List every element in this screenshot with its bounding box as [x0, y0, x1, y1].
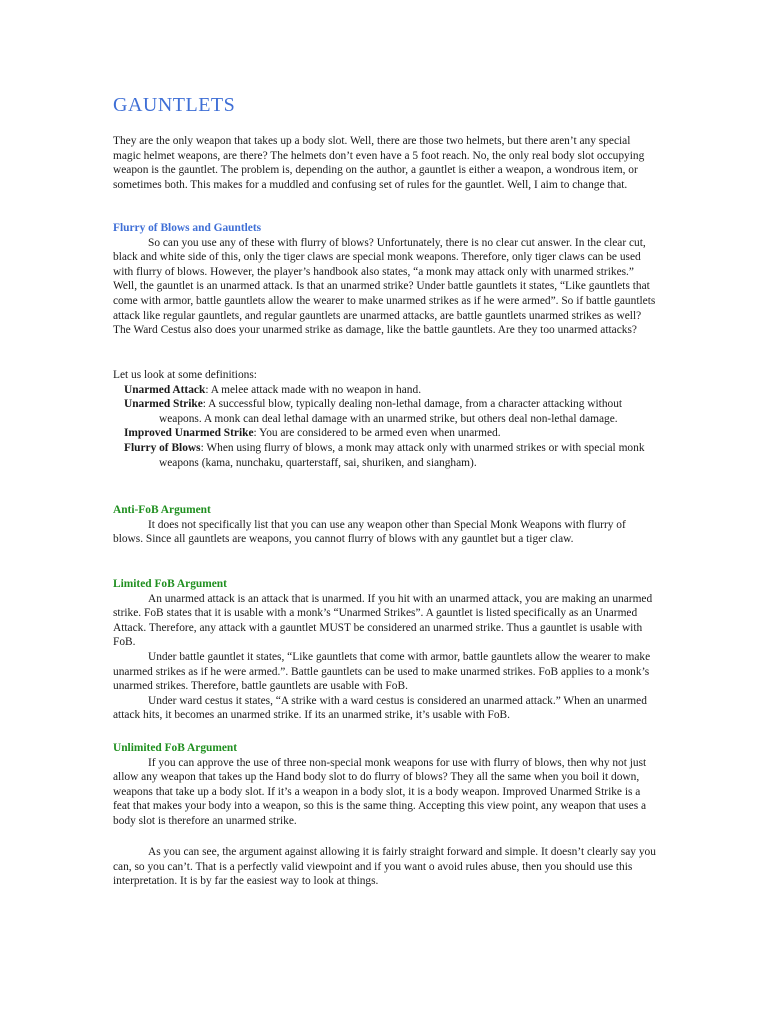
- definition-term: Improved Unarmed Strike: [124, 427, 254, 440]
- limited-fob-paragraph: An unarmed attack is an attack that is unarmed. If you hit with an unarmed attack, you are making an unarmed strike. FoB states that it is usable with a monk’s “Unarmed Strikes”. A gauntlet is listed specifically as an Unarmed Attack. Therefore, any attack with a gauntlet MUST be considered an unarmed strike. Thus a gauntlet is usable with FoB.: [113, 592, 653, 649]
- section-heading-unlimited-fob: Unlimited FoB Argument: [113, 742, 238, 754]
- definitions-section: [113, 368, 658, 470]
- unlimited-fob-paragraph: If you can approve the use of three non-special monk weapons for use with flurry of blows, then why not just allow any weapon that takes up the Hand body slot to do flurry of blows? They all the same when you boil it down, weapons that take up a body slot. If it’s a weapon in a body slot, it is a body weapon. Improved Unarmed Strike is a feat that makes your body into a weapon, so this is the same thing. Accepting this view point, any weapon that uses a body slot is therefore an unarmed strike.: [113, 756, 647, 827]
- definition-item: [113, 441, 658, 470]
- unlimited-fob-section: [113, 741, 658, 829]
- limited-fob-paragraph: Under ward cestus it states, “A strike with a ward cestus is considered an unarmed attack.” When an unarmed attack hits, it becomes an unarmed strike. If its an unarmed strike, it’s usable with FoB.: [113, 694, 647, 722]
- definition-text: : A melee attack made with no weapon in hand.: [205, 383, 422, 396]
- definition-term: Flurry of Blows: [124, 441, 201, 454]
- fob-paragraph: So can you use any of these with flurry of blows? Unfortunately, there is no clear cut answer. In the clear cut, black and white side of this, only the tiger claws are special monk weapons. Therefore, only tiger claws can be used with flurry of blows. However, the player’s handbook also states, “a monk may attack only with unarmed strikes.” Well, the gauntlet is an unarmed attack. Is that an unarmed strike? Under battle gauntlets it states, “Like gauntlets that come with armor, battle gauntlets allow the wearer to make unarmed strikes as if he were armed”. So if battle gauntlets attack like regular gauntlets, and regular gauntlets are unarmed attacks, are battle gauntlets unarmed strikes as well? The Ward Cestus also does your unarmed strike as damage, like the battle gauntlets. Are they too unarmed attacks?: [113, 236, 656, 337]
- fob-section: [113, 221, 658, 338]
- page-title: GAUNTLETS: [113, 94, 236, 116]
- section-heading-anti-fob: Anti-FoB Argument: [113, 504, 211, 516]
- definition-item: [113, 397, 658, 426]
- intro-paragraph: They are the only weapon that takes up a body slot. Well, there are those two helmets, but there aren’t any special magic helmet weapons, are there? The helmets don’t even have a 5 foot reach. No, the only real body slot occupying weapon is the gauntlet. The problem is, depending on the author, a gauntlet is either a weapon, a wondrous item, or sometimes both. This makes for a muddled and confusing set of rules for the gauntlet. Well, I aim to change that.: [113, 135, 645, 191]
- anti-fob-section: [113, 503, 658, 547]
- limited-fob-paragraph: Under battle gauntlet it states, “Like gauntlets that come with armor, battle gauntlets allow the wearer to make unarmed strikes as if he were armed.”. Battle gauntlets can be used to make unarmed strikes. FoB applies to a monk’s unarmed strikes. Therefore, battle gauntlets are usable with FoB.: [113, 650, 651, 693]
- definitions-intro: Let us look at some definitions:: [113, 369, 257, 381]
- limited-fob-section: [113, 577, 658, 723]
- definition-term: Unarmed Attack: [124, 383, 206, 396]
- definitions-list: [113, 383, 658, 471]
- definition-item: [113, 426, 658, 441]
- section-heading-limited-fob: Limited FoB Argument: [113, 578, 227, 590]
- definition-term: Unarmed Strike: [124, 398, 203, 411]
- anti-fob-paragraph: It does not specifically list that you can use any weapon other than Special Monk Weapons with flurry of blows. Since all gauntlets are weapons, you cannot flurry of blows with any gauntlet but a tiger claw.: [113, 518, 626, 546]
- definition-text: : When using flurry of blows, a monk may attack only with unarmed strikes or with special monk weapons (kama, nunchaku, quarterstaff, sai, shuriken, and siangham).: [159, 441, 645, 469]
- definition-text: : You are considered to be armed even when unarmed.: [253, 427, 501, 440]
- intro-section: [113, 134, 658, 192]
- conclusion-paragraph: As you can see, the argument against allowing it is fairly straight forward and simple. It doesn’t clearly say you can, so you can’t. That is a perfectly valid viewpoint and if you want o avoid rules abuse, then you should use this interpretation. It is by far the easiest way to look at things.: [113, 846, 656, 888]
- definition-item: [113, 383, 658, 398]
- conclusion-section: [113, 845, 658, 889]
- definition-text: : A successful blow, typically dealing non-lethal damage, from a character attacking without weapons. A monk can deal lethal damage with an unarmed strike, but others deal non-lethal damage.: [159, 398, 623, 425]
- section-heading-fob: Flurry of Blows and Gauntlets: [113, 222, 262, 234]
